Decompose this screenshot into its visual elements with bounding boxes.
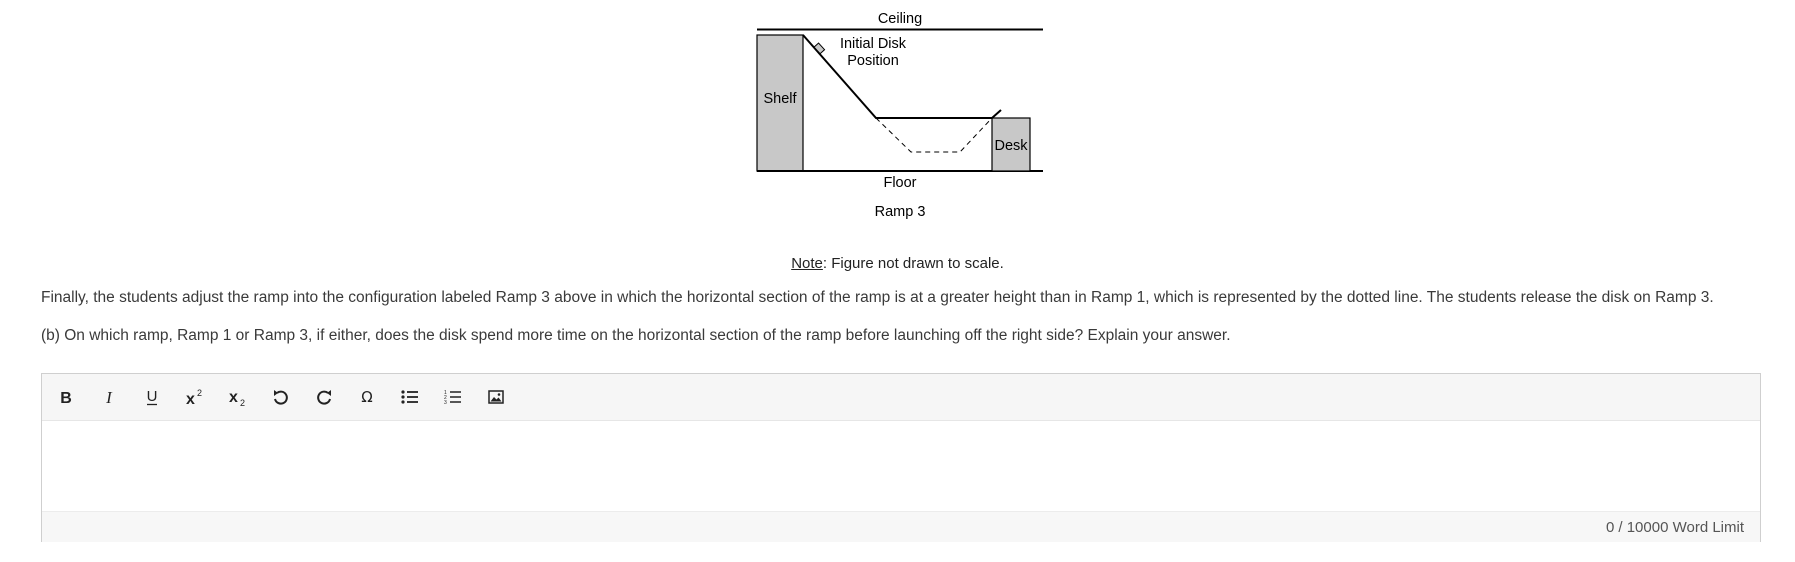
redo-button[interactable] [306, 381, 342, 413]
bulleted-list-button[interactable] [392, 381, 428, 413]
note-text: : Figure not drawn to scale. [822, 255, 1004, 272]
ramp-figure [0, 0, 1795, 240]
desk-label: Desk [994, 138, 1028, 154]
svg-text:x: x [186, 391, 195, 406]
superscript-icon [185, 388, 205, 406]
word-count: 0 [1606, 518, 1615, 536]
insert-image-button[interactable] [478, 381, 514, 413]
subscript-icon [228, 388, 248, 406]
figure-caption: Ramp 3 [874, 204, 926, 220]
svg-text:2: 2 [197, 388, 203, 398]
svg-text:B: B [60, 390, 72, 405]
svg-text:x: x [229, 389, 238, 406]
bold-icon [59, 389, 73, 405]
word-limit: / 10000 Word Limit [1618, 518, 1744, 536]
scale-note [0, 255, 1795, 272]
special-character-icon [359, 388, 375, 406]
numbered-list-button[interactable] [435, 381, 471, 413]
initial-disk [814, 43, 824, 54]
bulleted-list-icon [401, 389, 419, 405]
redo-icon [315, 388, 333, 406]
undo-button[interactable] [263, 381, 299, 413]
disk-label-line2: Position [847, 53, 899, 69]
floor-label: Floor [883, 175, 917, 191]
response-text-area[interactable] [42, 421, 1760, 511]
bold-button[interactable] [48, 381, 84, 413]
numbered-list-icon [444, 389, 462, 405]
superscript-button[interactable] [177, 381, 213, 413]
underline-button[interactable] [134, 381, 170, 413]
underline-icon [145, 388, 159, 406]
ramp-1-dashed-line [876, 118, 992, 152]
subscript-button[interactable] [220, 381, 256, 413]
svg-text:2: 2 [240, 398, 246, 406]
svg-text:2: 2 [444, 395, 447, 401]
response-editor [41, 373, 1761, 542]
editor-toolbar [42, 374, 1760, 421]
disk-label-line1: Initial Disk [839, 36, 907, 52]
svg-text:U: U [146, 388, 158, 405]
undo-icon [272, 388, 290, 406]
special-character-button[interactable] [349, 381, 385, 413]
question-prompt: (b) On which ramp, Ramp 1 or Ramp 3, if either, does the disk spend more time on the horizontal section of the ramp before launching off the right side? Explain your answer. [41, 327, 1231, 344]
shelf-label: Shelf [763, 91, 797, 107]
note-prefix: Note [791, 255, 823, 272]
svg-text:3: 3 [444, 400, 447, 405]
ceiling-label: Ceiling [877, 11, 923, 27]
svg-text:Ω: Ω [361, 388, 373, 406]
word-count-bar [42, 511, 1760, 542]
svg-text:I: I [106, 389, 112, 405]
ramp-diagram [750, 0, 1050, 230]
italic-button[interactable] [91, 381, 127, 413]
italic-icon [102, 389, 116, 405]
svg-text:1: 1 [444, 390, 447, 396]
insert-image-icon [488, 390, 504, 404]
question-paragraph: Finally, the students adjust the ramp into the configuration labeled Ramp 3 above in which the horizontal section of the ramp is at a greater height than in Ramp 1, which is represented by the dotted line. The students release the disk on Ramp 3. [41, 289, 1714, 306]
